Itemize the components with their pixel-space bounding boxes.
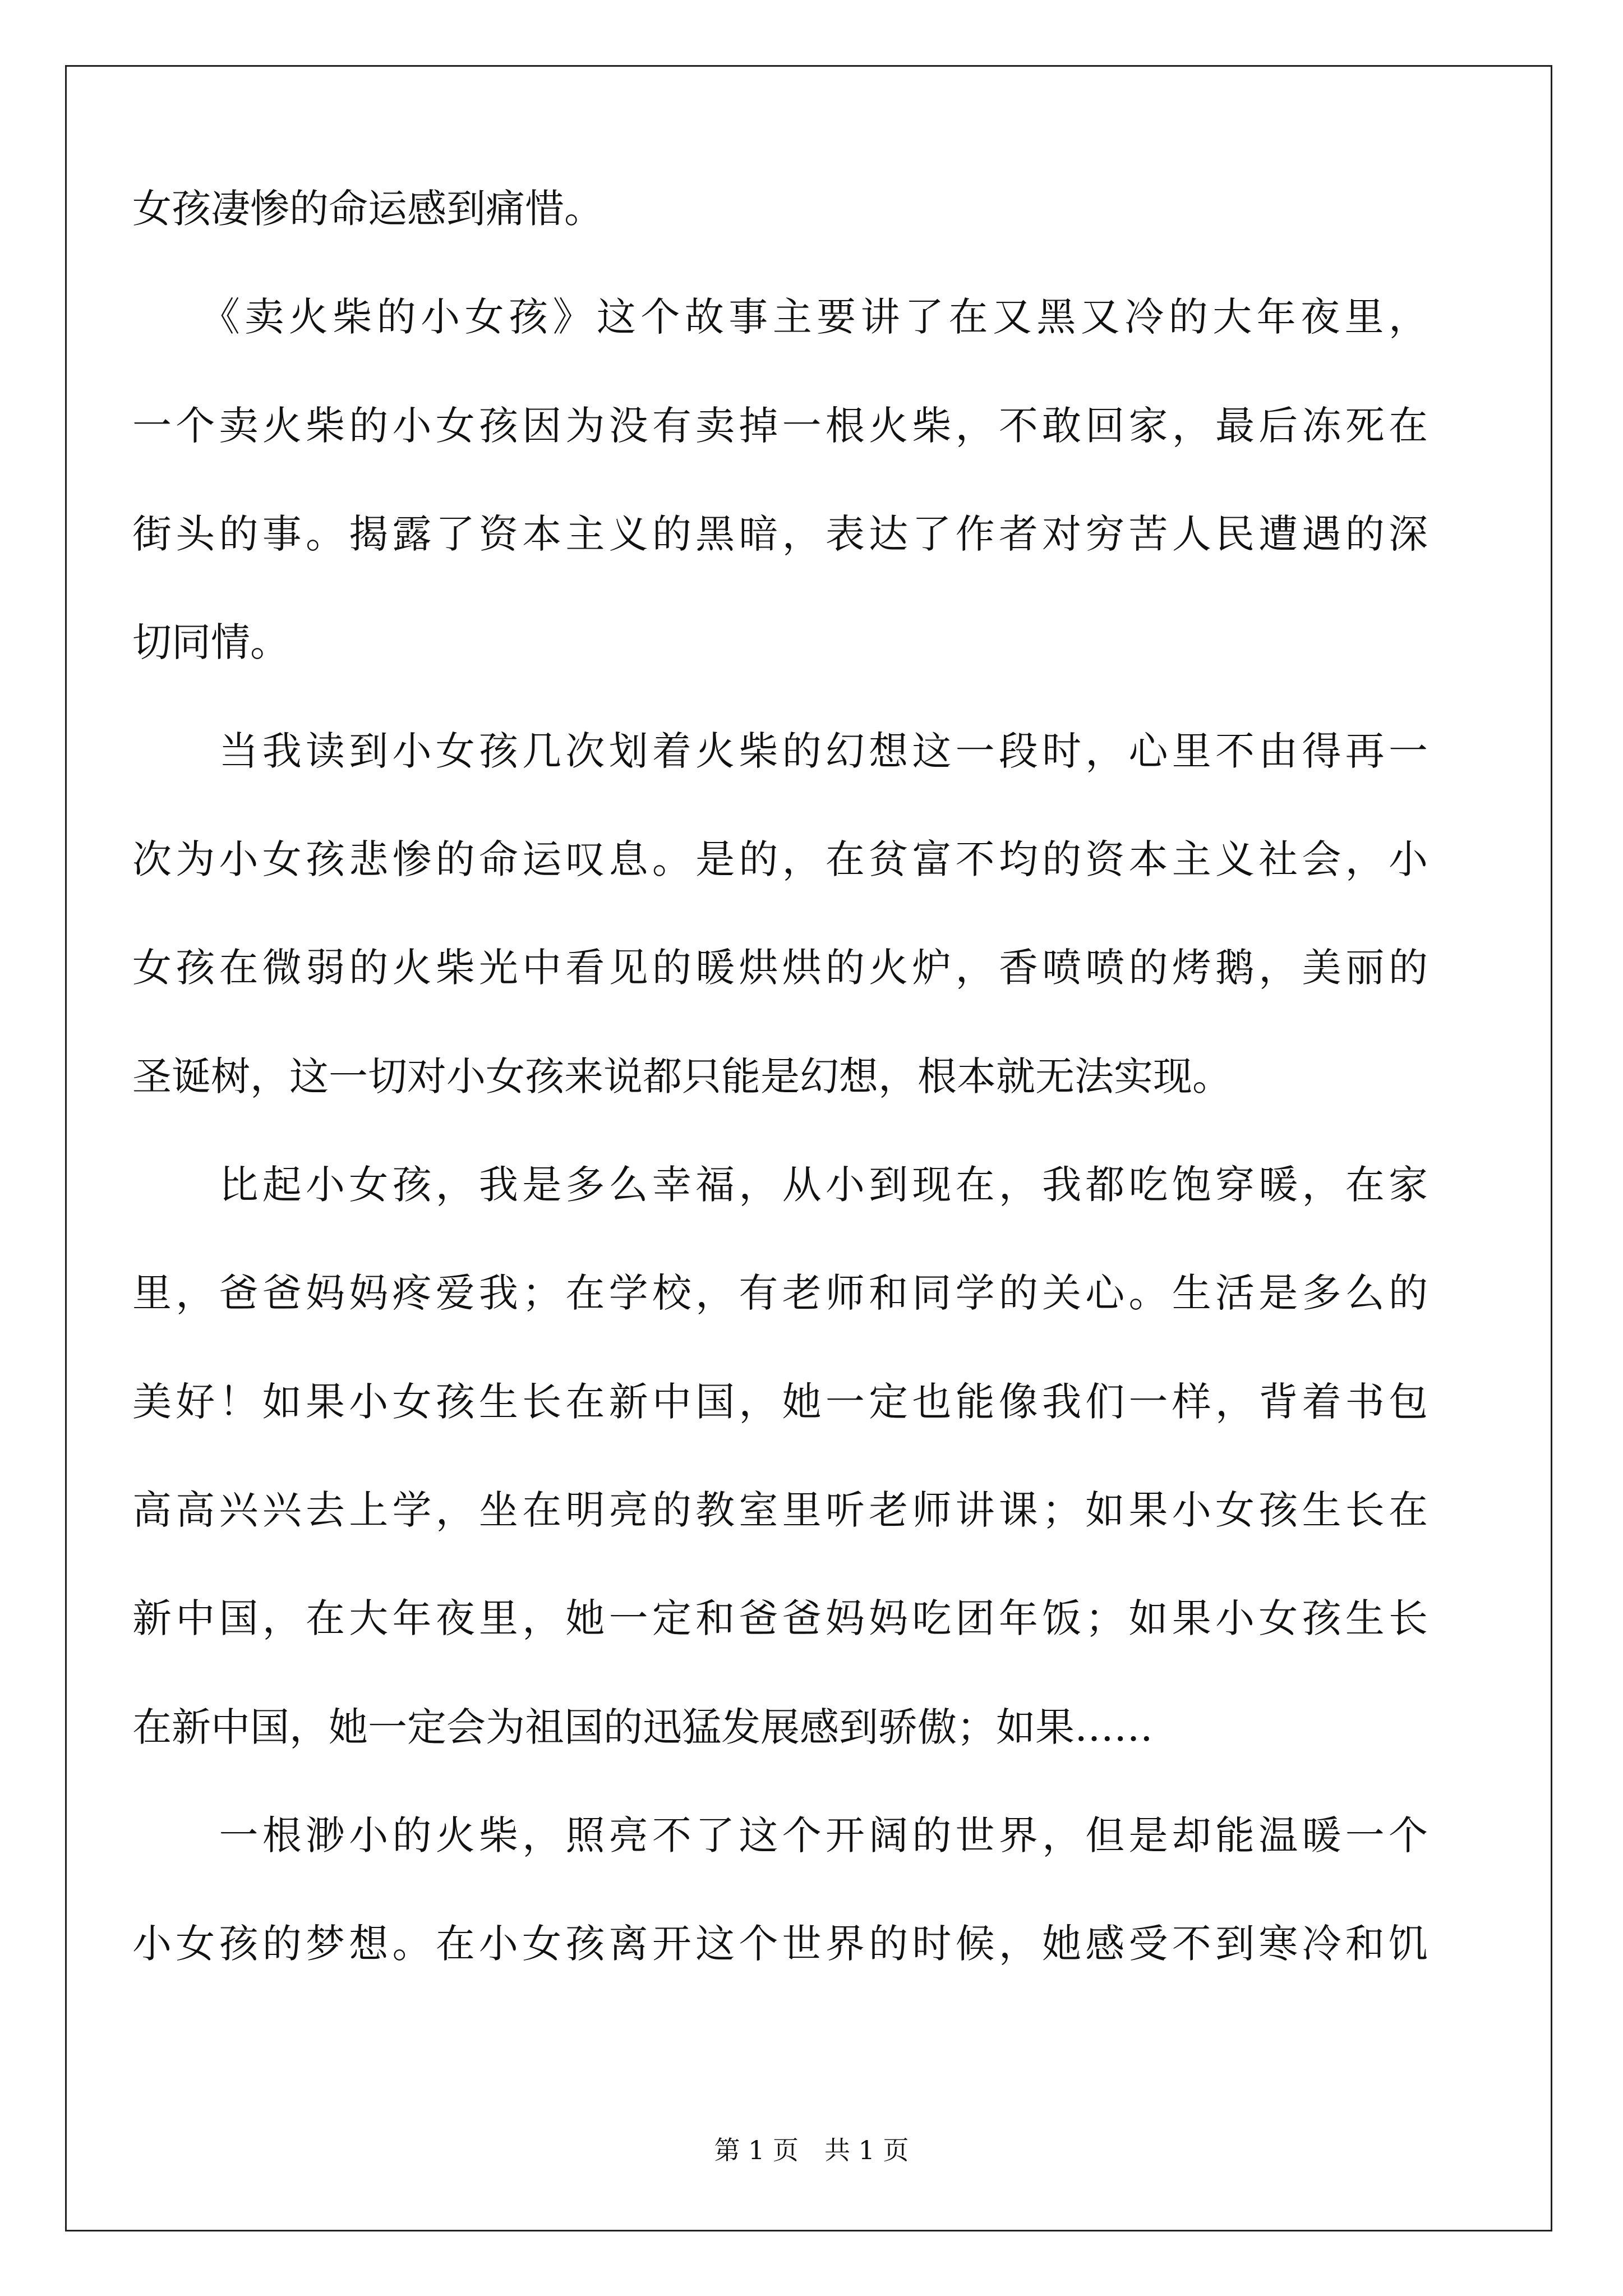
document-body <box>132 186 1428 2040</box>
text-line-1: 女孩凄惨的命运感到痛惜。 <box>132 186 603 232</box>
text-line-9: 圣诞树，这一切对小女孩来说都只能是幻想，根本就无法实现。 <box>132 1053 1232 1099</box>
text-line-7: 次为小女孩悲惨的命运叹息。是的，在贫富不均的资本主义社会，小 <box>132 836 1428 882</box>
text-line-16: 一根渺小的火柴，照亮不了这个开阔的世界，但是却能温暖一个 <box>132 1812 1428 1858</box>
text-line-8: 女孩在微弱的火柴光中看见的暖烘烘的火炉，香喷喷的烤鹅，美丽的 <box>132 945 1428 991</box>
text-line-2: 《卖火柴的小女孩》这个故事主要讲了在又黑又冷的大年夜里， <box>132 294 1428 340</box>
text-line-3: 一个卖火柴的小女孩因为没有卖掉一根火柴，不敢回家，最后冻死在 <box>132 403 1428 449</box>
page-number-footer: 第 1 页 共 1 页 <box>714 2135 909 2165</box>
text-line-10: 比起小女孩，我是多么幸福，从小到现在，我都吃饱穿暖，在家 <box>132 1162 1428 1208</box>
text-line-4: 街头的事。揭露了资本主义的黑暗，表达了作者对穷苦人民遭遇的深 <box>132 511 1428 557</box>
text-line-12: 美好！如果小女孩生长在新中国，她一定也能像我们一样，背着书包 <box>132 1379 1428 1425</box>
text-line-5: 切同情。 <box>132 619 289 665</box>
text-line-11: 里，爸爸妈妈疼爱我；在学校，有老师和同学的关心。生活是多么的 <box>132 1270 1428 1316</box>
text-line-6: 当我读到小女孩几次划着火柴的幻想这一段时，心里不由得再一 <box>132 728 1428 774</box>
text-line-13: 高高兴兴去上学，坐在明亮的教室里听老师讲课；如果小女孩生长在 <box>132 1487 1428 1533</box>
text-line-17: 小女孩的梦想。在小女孩离开这个世界的时候，她感受不到寒冷和饥 <box>132 1921 1428 1967</box>
text-line-14: 新中国，在大年夜里，她一定和爸爸妈妈吃团年饭；如果小女孩生长 <box>132 1595 1428 1641</box>
text-line-15: 在新中国，她一定会为祖国的迅猛发展感到骄傲；如果…… <box>132 1704 1153 1750</box>
